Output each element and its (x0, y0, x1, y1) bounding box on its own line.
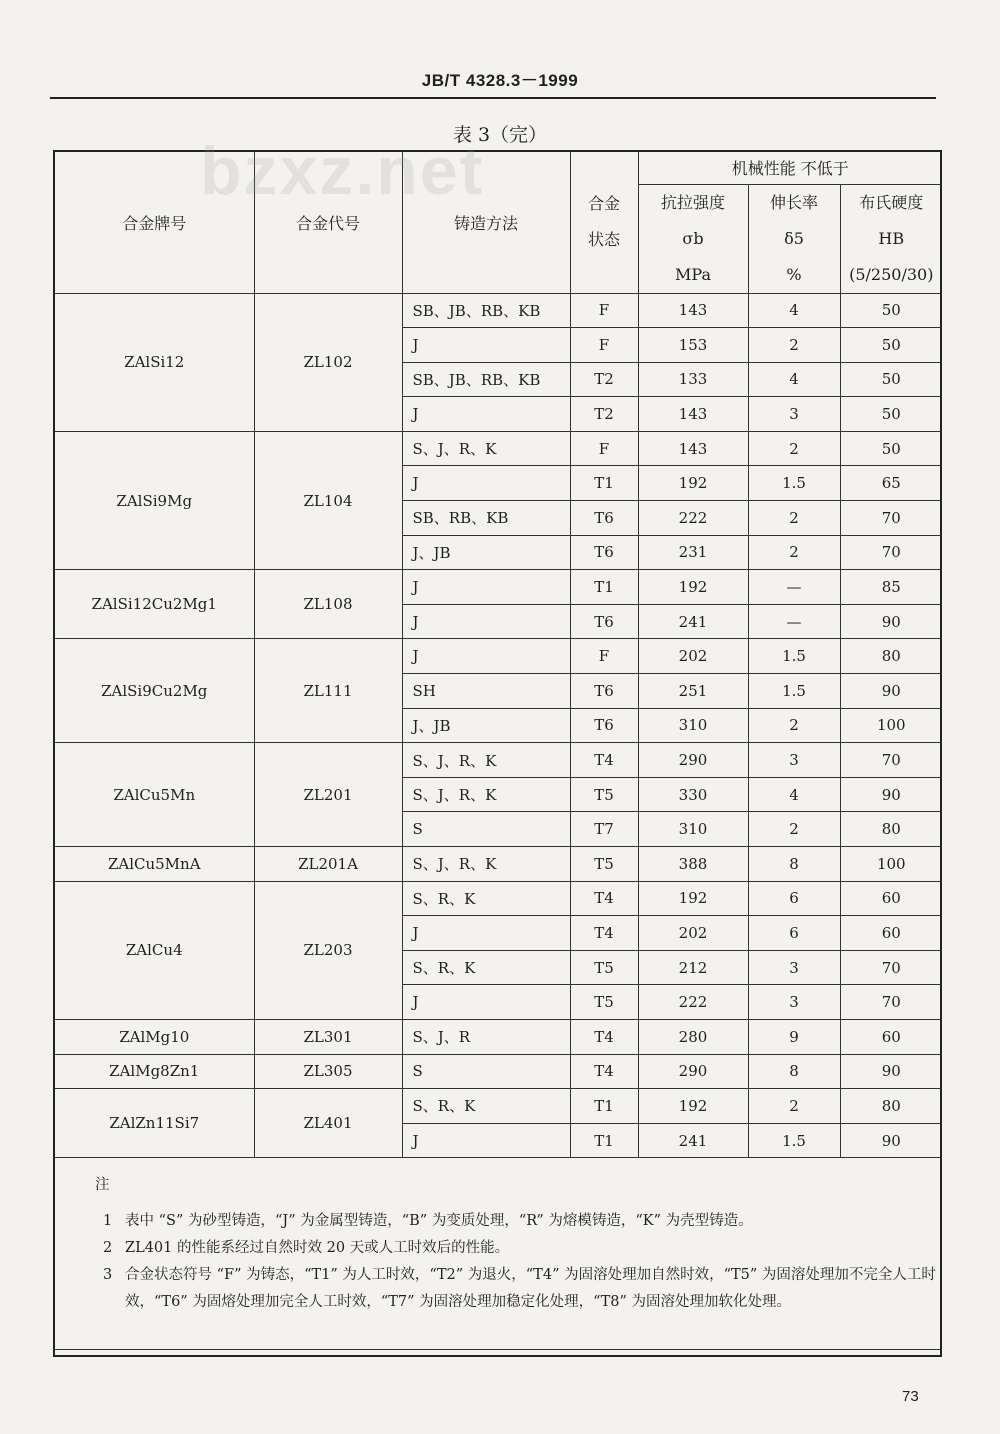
note-item (95, 1262, 942, 1316)
alloy-state-cell: T4 (570, 881, 638, 916)
elongation-cell: 2 (748, 812, 840, 847)
header-alloy-code: 合金代号 (254, 152, 402, 293)
elongation-cell: 1.5 (748, 674, 840, 709)
alloy-state-cell: T2 (570, 397, 638, 432)
alloy-code-cell: ZL111 (254, 639, 402, 743)
tensile-strength-cell: 310 (638, 812, 748, 847)
table-row (55, 1019, 942, 1054)
alloy-grade-cell: ZAlMg8Zn1 (55, 1054, 254, 1089)
alloy-state-cell: T1 (570, 1089, 638, 1124)
casting-method-cell: S、R、K (402, 950, 570, 985)
header-hardness-line2: HB (878, 228, 905, 248)
elongation-cell: 6 (748, 916, 840, 951)
hardness-cell: 70 (840, 985, 942, 1020)
casting-method-cell: S、J、R、K (402, 777, 570, 812)
mechanical-properties-table (55, 152, 942, 1350)
alloy-state-cell: T4 (570, 1054, 638, 1089)
alloy-state-cell: T6 (570, 535, 638, 570)
elongation-cell: 2 (748, 708, 840, 743)
tensile-strength-cell: 192 (638, 1089, 748, 1124)
hardness-cell: 90 (840, 777, 942, 812)
casting-method-cell: SB、RB、KB (402, 501, 570, 536)
table-row (55, 570, 942, 605)
note-number: 1 (103, 1213, 113, 1230)
elongation-cell: 9 (748, 1019, 840, 1054)
casting-method-cell: S、J、R、K (402, 847, 570, 882)
alloy-code-cell: ZL201A (254, 847, 402, 882)
casting-method-cell: S、J、R (402, 1019, 570, 1054)
table-body (55, 293, 942, 1158)
alloy-code-cell: ZL108 (254, 570, 402, 639)
alloy-state-cell: T6 (570, 674, 638, 709)
alloy-grade-cell: ZAlZn11Si7 (55, 1089, 254, 1158)
table-row (55, 847, 942, 882)
hardness-cell: 90 (840, 674, 942, 709)
elongation-cell: — (748, 604, 840, 639)
table-row (55, 1054, 942, 1089)
casting-method-cell: S、R、K (402, 1089, 570, 1124)
hardness-cell: 70 (840, 743, 942, 778)
elongation-cell: 2 (748, 1089, 840, 1124)
casting-method-cell: SB、JB、RB、KB (402, 293, 570, 328)
alloy-state-cell: T5 (570, 777, 638, 812)
alloy-state-cell: T7 (570, 812, 638, 847)
hardness-cell: 85 (840, 570, 942, 605)
casting-method-cell: J (402, 397, 570, 432)
tensile-strength-cell: 310 (638, 708, 748, 743)
header-casting-method: 铸造方法 (402, 152, 570, 293)
alloy-state-cell: T1 (570, 570, 638, 605)
hardness-cell: 60 (840, 881, 942, 916)
hardness-cell: 50 (840, 328, 942, 363)
table-row (55, 293, 942, 328)
table-row (55, 431, 942, 466)
elongation-cell: 3 (748, 743, 840, 778)
tensile-strength-cell: 192 (638, 881, 748, 916)
alloy-grade-cell: ZAlCu5Mn (55, 743, 254, 847)
table-row (55, 881, 942, 916)
alloy-state-cell: T1 (570, 466, 638, 501)
note-number: 3 (103, 1267, 113, 1284)
elongation-cell: 6 (748, 881, 840, 916)
elongation-cell: 1.5 (748, 1123, 840, 1158)
hardness-cell: 50 (840, 362, 942, 397)
elongation-cell: 3 (748, 985, 840, 1020)
elongation-cell: 8 (748, 847, 840, 882)
elongation-cell: 8 (748, 1054, 840, 1089)
tensile-strength-cell: 251 (638, 674, 748, 709)
casting-method-cell: J、JB (402, 535, 570, 570)
casting-method-cell: J (402, 570, 570, 605)
tensile-strength-cell: 202 (638, 916, 748, 951)
notes-cell (55, 1158, 942, 1350)
tensile-strength-cell: 153 (638, 328, 748, 363)
alloy-grade-cell: ZAlMg10 (55, 1019, 254, 1054)
alloy-grade-cell: ZAlSi12 (55, 293, 254, 431)
alloy-code-cell: ZL301 (254, 1019, 402, 1054)
casting-method-cell: J (402, 466, 570, 501)
alloy-state-cell: T6 (570, 501, 638, 536)
tensile-strength-cell: 280 (638, 1019, 748, 1054)
alloy-state-cell: T4 (570, 743, 638, 778)
elongation-cell: 2 (748, 501, 840, 536)
elongation-cell: 2 (748, 535, 840, 570)
note-text: 表中 “S” 为砂型铸造，“J” 为金属型铸造，“B” 为变质处理，“R” 为熔模铸造，“K” 为壳型铸造。 (125, 1213, 753, 1230)
casting-method-cell: J (402, 639, 570, 674)
tensile-strength-cell: 143 (638, 397, 748, 432)
header-elongation-line2: δ5 (784, 228, 804, 248)
alloy-grade-cell: ZAlSi9Mg (55, 431, 254, 569)
hardness-cell: 80 (840, 812, 942, 847)
header-tensile-line2: σb (682, 228, 704, 248)
hardness-cell: 100 (840, 708, 942, 743)
elongation-cell: 4 (748, 777, 840, 812)
standard-header: JB/T 4328.3－1999 (421, 71, 579, 90)
hardness-cell: 50 (840, 397, 942, 432)
alloy-grade-cell: ZAlSi9Cu2Mg (55, 639, 254, 743)
casting-method-cell: J (402, 916, 570, 951)
alloy-code-cell: ZL201 (254, 743, 402, 847)
tensile-strength-cell: 241 (638, 1123, 748, 1158)
hardness-cell: 50 (840, 293, 942, 328)
casting-method-cell: J、JB (402, 708, 570, 743)
hardness-cell: 60 (840, 916, 942, 951)
tensile-strength-cell: 231 (638, 535, 748, 570)
header-elongation (748, 184, 840, 293)
alloy-state-cell: T5 (570, 847, 638, 882)
header-alloy-grade: 合金牌号 (55, 152, 254, 293)
tensile-strength-cell: 241 (638, 604, 748, 639)
header-tensile-line1: 抗拉强度 (660, 192, 725, 212)
tensile-strength-cell: 143 (638, 293, 748, 328)
alloy-state-cell: F (570, 293, 638, 328)
tensile-strength-cell: 330 (638, 777, 748, 812)
casting-method-cell: S (402, 812, 570, 847)
properties-table-frame (53, 150, 942, 1357)
header-elongation-line3: % (786, 264, 802, 284)
hardness-cell: 100 (840, 847, 942, 882)
notes-label: 注 (95, 1177, 110, 1194)
table-row (55, 1089, 942, 1124)
header-brinell-hardness (840, 184, 942, 293)
hardness-cell: 80 (840, 1089, 942, 1124)
header-mechanical-properties: 机械性能 不低于 (638, 152, 942, 184)
header-elongation-line1: 伸长率 (769, 192, 818, 212)
table-row (55, 743, 942, 778)
header-tensile-line3: MPa (675, 264, 711, 284)
elongation-cell: 2 (748, 328, 840, 363)
elongation-cell: — (748, 570, 840, 605)
hardness-cell: 80 (840, 639, 942, 674)
casting-method-cell: J (402, 985, 570, 1020)
elongation-cell: 4 (748, 293, 840, 328)
elongation-cell: 1.5 (748, 466, 840, 501)
tensile-strength-cell: 192 (638, 466, 748, 501)
casting-method-cell: S (402, 1054, 570, 1089)
alloy-state-cell: T2 (570, 362, 638, 397)
hardness-cell: 90 (840, 1123, 942, 1158)
note-item (95, 1208, 942, 1235)
casting-method-cell: SH (402, 674, 570, 709)
casting-method-cell: J (402, 604, 570, 639)
alloy-grade-cell: ZAlSi12Cu2Mg1 (55, 570, 254, 639)
elongation-cell: 3 (748, 950, 840, 985)
alloy-state-cell: T4 (570, 1019, 638, 1054)
elongation-cell: 1.5 (748, 639, 840, 674)
header-alloy-state-line1: 合金 (587, 194, 620, 214)
tensile-strength-cell: 202 (638, 639, 748, 674)
hardness-cell: 90 (840, 1054, 942, 1089)
casting-method-cell: S、J、R、K (402, 743, 570, 778)
hardness-cell: 70 (840, 535, 942, 570)
header-rule (50, 97, 936, 99)
alloy-state-cell: T1 (570, 1123, 638, 1158)
tensile-strength-cell: 143 (638, 431, 748, 466)
alloy-code-cell: ZL104 (254, 431, 402, 569)
hardness-cell: 90 (840, 604, 942, 639)
table-row (55, 639, 942, 674)
tensile-strength-cell: 290 (638, 743, 748, 778)
header-tensile-strength (638, 184, 748, 293)
elongation-cell: 3 (748, 397, 840, 432)
note-text: ZL401 的性能系经过自然时效 20 天或人工时效后的性能。 (125, 1240, 510, 1257)
alloy-state-cell: F (570, 328, 638, 363)
header-hardness-line3: (5/250/30) (849, 264, 934, 284)
notes-block (55, 1158, 942, 1349)
alloy-code-cell: ZL203 (254, 881, 402, 1019)
tensile-strength-cell: 222 (638, 985, 748, 1020)
table-caption: 表 3（完） (452, 124, 548, 146)
page-number: 73 (902, 1388, 919, 1405)
alloy-code-cell: ZL401 (254, 1089, 402, 1158)
header-alloy-state (570, 152, 638, 293)
casting-method-cell: S、R、K (402, 881, 570, 916)
elongation-cell: 2 (748, 431, 840, 466)
hardness-cell: 65 (840, 466, 942, 501)
tensile-strength-cell: 133 (638, 362, 748, 397)
elongation-cell: 4 (748, 362, 840, 397)
tensile-strength-cell: 222 (638, 501, 748, 536)
alloy-state-cell: F (570, 639, 638, 674)
casting-method-cell: J (402, 328, 570, 363)
casting-method-cell: SB、JB、RB、KB (402, 362, 570, 397)
alloy-state-cell: T4 (570, 916, 638, 951)
alloy-state-cell: T6 (570, 708, 638, 743)
hardness-cell: 60 (840, 1019, 942, 1054)
header-hardness-line1: 布氏硬度 (859, 192, 924, 212)
alloy-code-cell: ZL305 (254, 1054, 402, 1089)
watermark: bzxz.net (200, 133, 485, 209)
hardness-cell: 50 (840, 431, 942, 466)
note-item (95, 1235, 942, 1262)
alloy-state-cell: F (570, 431, 638, 466)
tensile-strength-cell: 212 (638, 950, 748, 985)
alloy-code-cell: ZL102 (254, 293, 402, 431)
header-alloy-state-line2: 状态 (587, 230, 620, 250)
alloy-grade-cell: ZAlCu5MnA (55, 847, 254, 882)
alloy-grade-cell: ZAlCu4 (55, 881, 254, 1019)
note-text: 合金状态符号 “F” 为铸态，“T1” 为人工时效，“T2” 为退火，“T4” 为固溶处理加自然时效，“T5” 为固溶处理加不完全人工时效，“T6” 为固熔处理加完全人工时效，“T7” 为固溶处理加稳定化处理，“T8” 为固溶处理加软化处理。 (125, 1267, 936, 1311)
tensile-strength-cell: 192 (638, 570, 748, 605)
note-number: 2 (103, 1240, 113, 1257)
hardness-cell: 70 (840, 950, 942, 985)
casting-method-cell: S、J、R、K (402, 431, 570, 466)
tensile-strength-cell: 388 (638, 847, 748, 882)
tensile-strength-cell: 290 (638, 1054, 748, 1089)
alloy-state-cell: T5 (570, 985, 638, 1020)
hardness-cell: 70 (840, 501, 942, 536)
alloy-state-cell: T5 (570, 950, 638, 985)
alloy-state-cell: T6 (570, 604, 638, 639)
casting-method-cell: J (402, 1123, 570, 1158)
